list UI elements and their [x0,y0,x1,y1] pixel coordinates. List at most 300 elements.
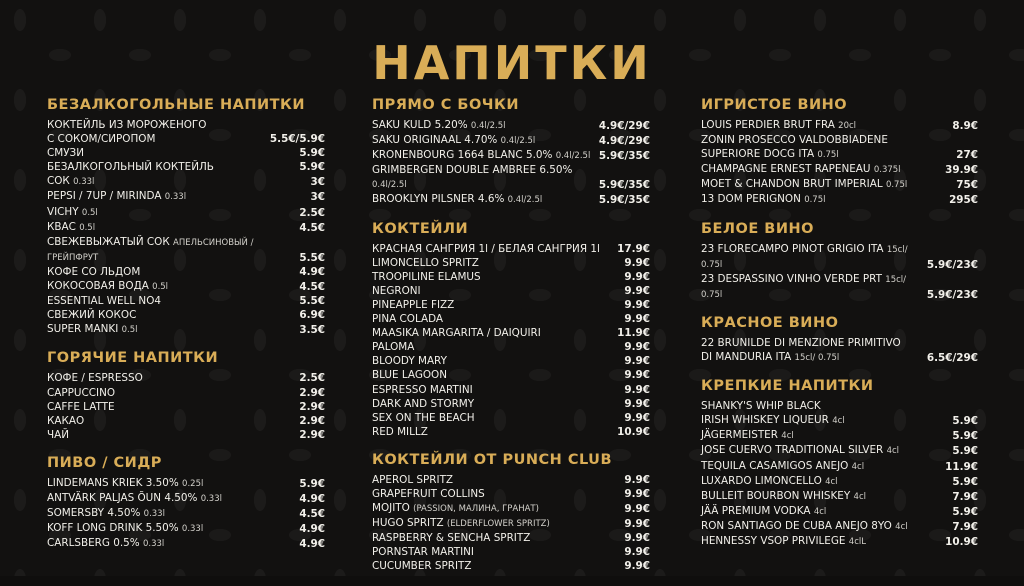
item-volume: 4cl [853,491,866,502]
item-price: 2.5€ [299,206,325,219]
item-price: 9.9€ [624,397,650,410]
item-name-wrap [701,272,927,302]
item-price: 3€ [310,191,325,204]
item-price: 11.9€ [617,327,650,340]
item-name-wrap [47,506,299,521]
item-name: 23 FLORECAMPO PINOT GRIGIO ITA [701,242,884,255]
menu-item [372,545,650,559]
item-price: 9.9€ [624,546,650,559]
item-name-wrap [372,192,599,207]
item-name: КВАС [47,220,76,233]
item-price: 4.9€ [299,523,325,536]
item-price: 6.5€/29€ [926,352,978,365]
item-name-wrap [701,534,945,549]
item-volume: 0.375l [873,165,901,176]
menu-section [47,96,325,337]
item-volume: 0.4l/2.5l [470,121,506,131]
menu-item [47,491,325,506]
page-title: НАПИТКИ [372,36,652,90]
item-price: 9.9€ [624,355,650,368]
menu-section [701,377,978,549]
item-name: BULLEIT BOURBON WHISKEY [701,489,851,502]
item-name: PORNSTAR MARTINI [372,546,474,559]
item-name-wrap [701,459,945,474]
item-name: LUXARDO LIMONCELLO [701,474,822,487]
item-name: 22 BRUNILDE DI MENZIONE PRIMITIVO DI MANDURIA ITA [701,336,901,364]
item-price: 2.5€ [299,372,325,385]
item-name-wrap [47,371,299,385]
item-name: SEX ON THE BEACH [372,411,475,424]
item-price: 9.9€ [624,560,650,573]
item-price: 9.9€ [624,487,650,500]
item-volume: 15cl/ 0.75l [794,353,840,364]
item-price: 10.9€ [617,425,650,438]
item-volume: 15cl/ 0.75l [701,274,907,300]
item-name: JÄGERMEISTER [701,429,778,442]
section-title: КОКТЕЙЛИ ОТ PUNCH CLUB [372,451,613,468]
item-price: 2.9€ [299,386,325,399]
item-name-wrap [372,473,624,487]
menu-item [701,534,978,549]
item-name: CUCUMBER SPRITZ [372,560,472,573]
item-price: 9.9€ [624,341,650,354]
item-name: LOUIS PERDIER BRUT FRA [701,119,835,131]
item-price: 5.9€/35€ [598,179,650,192]
item-name-wrap [47,235,299,265]
section-title: ГОРЯЧИЕ НАПИТКИ [47,350,219,367]
item-name-wrap [701,519,952,534]
item-name: БЕЗАЛКОГОЛЬНЫЙ КОКТЕЙЛЬ [47,161,214,174]
menu-item [47,536,325,551]
item-price: 9.9€ [624,256,650,269]
menu-item [47,118,325,146]
menu-item [47,506,325,521]
menu-item [701,242,978,272]
menu-item [47,205,325,220]
item-volume: 0.5l [79,222,96,233]
item-name: SAKU KULD 5.20% [372,119,468,131]
menu-item [47,414,325,428]
item-price: 2.9€ [299,414,325,427]
item-price: 9.9€ [624,284,650,297]
item-volume: 0.4l/2.5l [555,151,591,162]
item-name-wrap [47,279,299,294]
item-name: BROOKLYN PILSNER 4.6% [372,193,505,206]
item-name-wrap [372,487,624,501]
item-name: MAASIKA MARGARITA / DAIQUIRI [372,327,541,340]
menu-item [47,235,325,265]
item-name-wrap [372,312,624,326]
item-name: LIMONCELLO SPRITZ [372,256,479,269]
item-volume: 20cl [838,121,857,131]
item-name: ЧАЙ [47,428,70,441]
item-name: CAFFE LATTE [47,400,115,413]
item-price: 4.9€ [299,492,325,505]
menu-item [701,192,978,207]
item-name-wrap [372,397,624,411]
menu-item [372,501,650,516]
item-name-wrap [47,322,299,337]
item-price: 9.9€ [624,270,650,283]
item-name: VICHY [47,205,79,218]
item-name: SAKU ORIGINAAL 4.70% [372,134,498,147]
section-title: ИГРИСТОЕ ВИНО [701,97,848,113]
menu-section [701,314,978,365]
menu-item [372,256,650,270]
item-price: 5.5€/5.9€ [269,133,325,146]
item-name: MOET & CHANDON BRUT IMPERIAL [701,178,883,191]
item-name: HENNESSY VSOP PRIVILEGE [701,534,846,547]
menu-item [701,336,978,365]
item-price: 5.9€ [952,415,978,428]
menu-item [372,192,650,207]
item-volume: 0.75l [817,150,839,161]
item-name-wrap [372,133,599,148]
item-name: КОФЕ / ESPRESSO [47,372,143,385]
menu-item [701,133,978,162]
item-price: 7.9€ [952,520,978,533]
menu-item [701,118,978,133]
item-volume: 0.4l/2.5l [500,136,536,147]
item-name-wrap [701,192,949,207]
item-price: 4.9€ [299,265,325,278]
item-name-wrap [47,189,311,204]
menu-column-3 [701,96,978,561]
menu-item [701,504,978,519]
menu-item [47,174,325,189]
item-name: PINA COLADA [372,313,444,326]
item-price: 4.5€ [299,221,325,234]
item-name-wrap [372,545,624,559]
item-price: 3.5€ [299,324,325,337]
item-name-wrap [701,133,956,162]
item-price: 11.9€ [945,460,978,473]
item-name: КОКОСОВАЯ ВОДА [47,280,149,293]
item-price: 9.9€ [624,532,650,545]
item-name: CAPPUCCINO [47,386,116,399]
menu-item [47,146,325,160]
item-price: 5.9€ [952,445,978,458]
item-volume: 0.33l [164,192,187,203]
item-name-wrap [372,354,624,368]
item-name: КАКАО [47,414,85,427]
menu-item [372,312,650,326]
item-price: 4.5€ [299,281,325,294]
item-name-wrap [372,148,599,163]
item-volume: 0.5l [81,207,98,218]
menu-item [47,322,325,337]
item-price: 9.9€ [624,369,650,382]
item-name-wrap [47,265,299,279]
item-price: 9.9€ [624,473,650,486]
item-volume: 4cl [895,521,908,532]
item-volume: 0.33l [73,177,95,188]
item-name-wrap [701,489,952,504]
item-name-wrap [701,242,927,272]
item-price: 9.9€ [624,313,650,326]
menu-item [372,118,650,133]
item-name: GRIMBERGEN DOUBLE AMBREE 6.50% [372,164,573,177]
menu-item [47,371,325,385]
item-price: 4.9€ [299,538,325,551]
item-price: 5.9€ [299,147,325,160]
section-title: КРЕПКИЕ НАПИТКИ [701,378,874,395]
item-volume: 15cl/ 0.75l [701,244,908,270]
item-volume: 0.4l/2.5l [372,180,407,191]
item-price: 4.9€/29€ [598,135,650,148]
section-title: БЕЗАЛКОГОЛЬНЫЕ НАПИТКИ [47,97,305,113]
item-name: TEQUILA CASAMIGOS ANEJO [701,459,849,472]
section-title: ПИВО / СИДР [47,454,162,471]
item-name-wrap [372,242,617,256]
item-name-wrap [47,476,299,491]
menu-item [372,148,650,163]
item-name-wrap [372,270,624,284]
menu-item [372,473,650,487]
item-volume: 0.5l [121,325,138,336]
item-name-wrap [47,174,311,189]
menu-item [701,399,978,428]
item-volume: 4cl [781,431,794,442]
item-name: MOJITO [372,502,410,515]
item-name-wrap [701,428,952,443]
menu-section [701,96,978,208]
item-price: 5.9€ [299,161,325,174]
item-volume: 0.33l [142,539,165,550]
item-name: ESSENTIAL WELL NO4 [47,295,161,308]
item-name-wrap [372,383,624,397]
item-volume: 0.33l [143,509,165,520]
item-volume: 4cl [813,506,827,517]
item-volume: 4cl [825,476,838,487]
item-name-wrap [47,536,299,551]
item-name: SOMERSBY 4.50% [47,507,141,520]
item-name-wrap [47,146,299,160]
menu-item [372,326,650,340]
menu-item [372,284,650,298]
item-name: ESPRESSO MARTINI [372,383,473,396]
section-title: КРАСНОЕ ВИНО [701,314,839,331]
item-name: SUPER MANKI [47,323,119,336]
item-name: ZONIN PROSECCO VALDOBBIADENE SUPERIORE DOCG ITA [701,134,888,161]
menu-item [47,400,325,414]
menu-item [47,160,325,174]
menu-item [47,294,325,308]
item-name: DARK AND STORMY [372,397,475,410]
item-name: КОФЕ СО ЛЬДОМ [47,265,141,278]
item-price: 75€ [956,179,978,192]
menu-item [701,519,978,534]
item-price: 5.9€ [299,477,325,490]
menu-item [701,428,978,443]
item-price: 10.9€ [945,535,978,548]
item-price: 5.9€ [952,475,978,488]
item-name: APEROL SPRITZ [372,473,454,486]
item-name-wrap [701,162,945,177]
item-name-wrap [372,284,624,298]
item-name-wrap [47,414,299,428]
menu-section [701,220,978,302]
menu-item [372,516,650,531]
item-price: 5.9€ [952,430,978,443]
item-price: 295€ [949,194,978,207]
item-name: JOSE CUERVO TRADITIONAL SILVER [701,444,884,457]
menu-section [47,454,325,551]
item-volume: (PASSION, МАЛИНА, ГРАНАТ) [413,504,539,515]
menu-item [372,487,650,501]
item-name: СОК [47,175,70,188]
item-name-wrap [701,118,952,133]
item-name-wrap [47,160,299,174]
item-name-wrap [372,118,599,133]
menu-item [47,308,325,322]
menu-item [47,476,325,491]
item-name-wrap [372,326,617,340]
item-price: 7.9€ [952,490,978,503]
item-price: 3€ [310,176,325,189]
item-price: 9.9€ [624,298,650,311]
item-price: 9.9€ [624,503,650,516]
item-name-wrap [372,256,624,270]
item-name-wrap [701,177,956,192]
item-name-wrap [47,386,299,400]
menu-item [701,489,978,504]
item-name: HUGO SPRITZ [372,517,444,530]
item-name: CHAMPAGNE ERNEST RAPENEAU [701,163,871,176]
item-price: 9.9€ [624,383,650,396]
item-name: PINEAPPLE FIZZ [372,298,455,311]
item-name: NEGRONI [372,284,421,297]
menu-item [47,189,325,204]
menu-item [372,411,650,425]
menu-item [372,298,650,312]
item-price: 6.9€ [299,309,325,322]
item-price: 5.5€ [299,251,325,264]
item-name: CARLSBERG 0.5% [47,537,140,550]
item-name: KRONENBOURG 1664 BLANC 5.0% [372,149,553,162]
menu-item [372,425,650,439]
menu-item [47,279,325,294]
item-name: 13 DOM PERIGNON [701,193,801,206]
item-name-wrap [47,521,299,536]
menu-item [372,354,650,368]
menu-column-1 [47,96,325,563]
item-name-wrap [372,368,624,382]
menu-item [701,474,978,489]
item-price: 8.9€ [952,120,978,132]
item-name-wrap [701,474,952,489]
item-name-wrap [47,491,299,506]
menu-section [372,96,650,208]
item-name-wrap [372,531,624,545]
item-name: КОКТЕЙЛЬ ИЗ МОРОЖЕНОГО С СОКОМ/СИРОПОМ [47,119,207,146]
item-price: 9.9€ [624,411,650,424]
item-price: 9.9€ [624,518,650,531]
item-name: СМУЗИ [47,147,84,160]
menu-item [372,397,650,411]
item-name: LINDEMANS KRIEK 3.50% [47,476,179,489]
menu-item [372,340,650,354]
item-name-wrap [372,163,599,192]
item-name-wrap [372,559,624,573]
item-name-wrap [47,428,299,442]
menu-item [372,242,650,256]
item-price: 5.9€/35€ [598,194,650,207]
menu-item [372,133,650,148]
item-name: RASPBERRY & SENCHA SPRITZ [372,532,531,545]
menu-item [47,428,325,442]
item-price: 2.9€ [299,428,325,441]
item-volume: 0.25l [182,478,204,489]
section-title: ПРЯМО С БОЧКИ [372,97,520,113]
menu-item [701,272,978,302]
item-name: PALOMA [372,341,415,354]
menu-item [372,368,650,382]
item-volume: 4cl [832,416,845,427]
menu-item [701,459,978,474]
menu-section [372,220,650,439]
item-name-wrap [372,411,624,425]
menu-item [372,531,650,545]
item-name: KOFF LONG DRINK 5.50% [47,522,179,535]
item-price: 4.9€/29€ [598,120,650,132]
item-price: 5.5€ [299,295,325,308]
item-name-wrap [47,118,270,146]
item-name: RON SANTIAGO DE CUBA ANEJO 8YO [701,519,892,532]
item-name-wrap [701,399,952,428]
item-name: TROOPILINE ELAMUS [372,270,481,283]
item-name-wrap [372,516,624,531]
item-name-wrap [47,220,299,235]
item-name-wrap [701,336,927,365]
menu-column-2 [372,96,650,586]
item-name: GRAPEFRUIT COLLINS [372,487,485,500]
item-name: BLOODY MARY [372,355,447,368]
item-name-wrap [47,400,299,414]
menu-item [47,521,325,536]
menu-item [372,163,650,192]
menu-item [372,559,650,573]
item-name: ANTVÄRK PALJAS ÕUN 4.50% [47,491,198,504]
item-volume: 0.4l/2.5l [507,195,543,206]
menu-item [47,265,325,279]
item-name-wrap [47,294,299,308]
item-volume: 4cl [851,461,865,472]
item-name-wrap [47,205,299,220]
item-price: 5.9€ [952,505,978,518]
item-price: 39.9€ [945,164,978,177]
item-volume: 4clL [848,536,866,547]
item-volume: 0.75l [804,195,826,206]
item-name: СВЕЖИЙ КОКОС [47,309,137,322]
item-name: RED MILLZ [372,425,428,438]
menu-item [47,386,325,400]
item-volume: 0.33l [200,493,222,504]
menu-item [701,162,978,177]
item-name-wrap [701,443,952,458]
section-title: БЕЛОЕ ВИНО [701,220,814,237]
menu-item [701,177,978,192]
section-title: КОКТЕЙЛИ [372,220,469,237]
item-name-wrap [372,425,617,439]
item-price: 2.9€ [299,400,325,413]
menu-item [47,220,325,235]
item-price: 5.9€/35€ [598,150,650,163]
item-volume: 0.33l [181,524,204,535]
item-volume: 0.5l [152,282,169,293]
item-name: PEPSI / 7UP / MIRINDA [47,190,162,203]
item-price: 27€ [956,149,978,162]
